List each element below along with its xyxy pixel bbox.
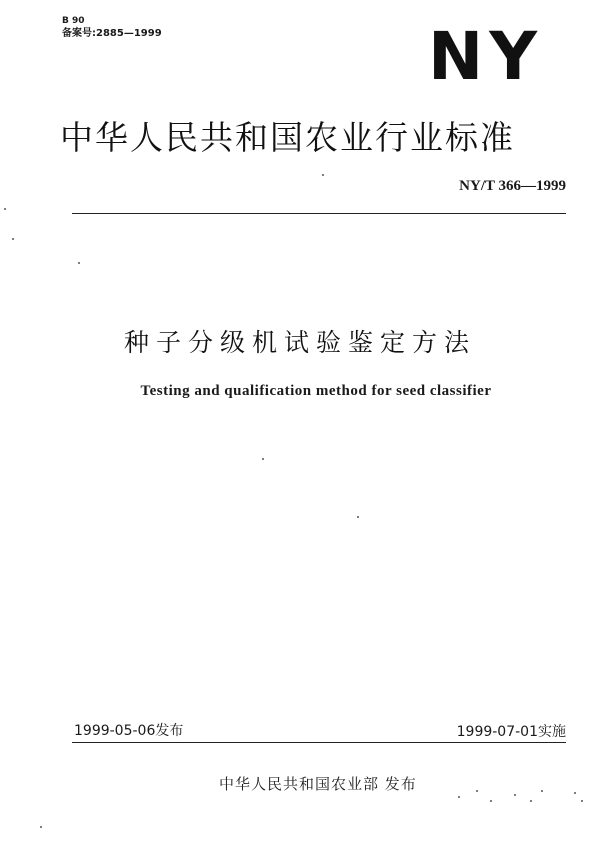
implementation-date: 1999-07-01实施 <box>456 724 566 740</box>
scan-speck <box>322 174 324 176</box>
standard-number: NY/T 366—1999 <box>459 178 566 194</box>
issuing-authority: 中华人民共和国农业部 发布 <box>219 775 417 793</box>
scan-speck <box>458 796 460 798</box>
issue-date: 1999-05-06发布 <box>74 723 184 739</box>
scan-speck <box>514 794 516 796</box>
scan-speck <box>40 826 42 828</box>
scan-speck <box>357 516 359 518</box>
scan-speck <box>262 458 264 460</box>
footer-divider <box>72 742 566 743</box>
header-divider <box>72 213 566 214</box>
record-number: 备案号:2885—1999 <box>62 28 162 39</box>
scan-speck <box>530 800 532 802</box>
scan-speck <box>4 208 6 210</box>
scan-speck <box>78 262 80 264</box>
scan-speck <box>476 790 478 792</box>
document-title-chinese: 种子分级机试验鉴定方法 <box>123 328 476 357</box>
classification-code: B 90 <box>62 16 85 26</box>
scan-speck <box>490 800 492 802</box>
scan-speck <box>541 790 543 792</box>
standard-category-title: 中华人民共和国农业行业标准 <box>60 118 515 157</box>
scan-speck <box>574 792 576 794</box>
ny-logo: NY <box>428 18 544 95</box>
document-title-english: Testing and qualification method for seed classifier <box>140 383 492 399</box>
scan-speck <box>581 800 583 802</box>
scan-speck <box>12 238 14 240</box>
